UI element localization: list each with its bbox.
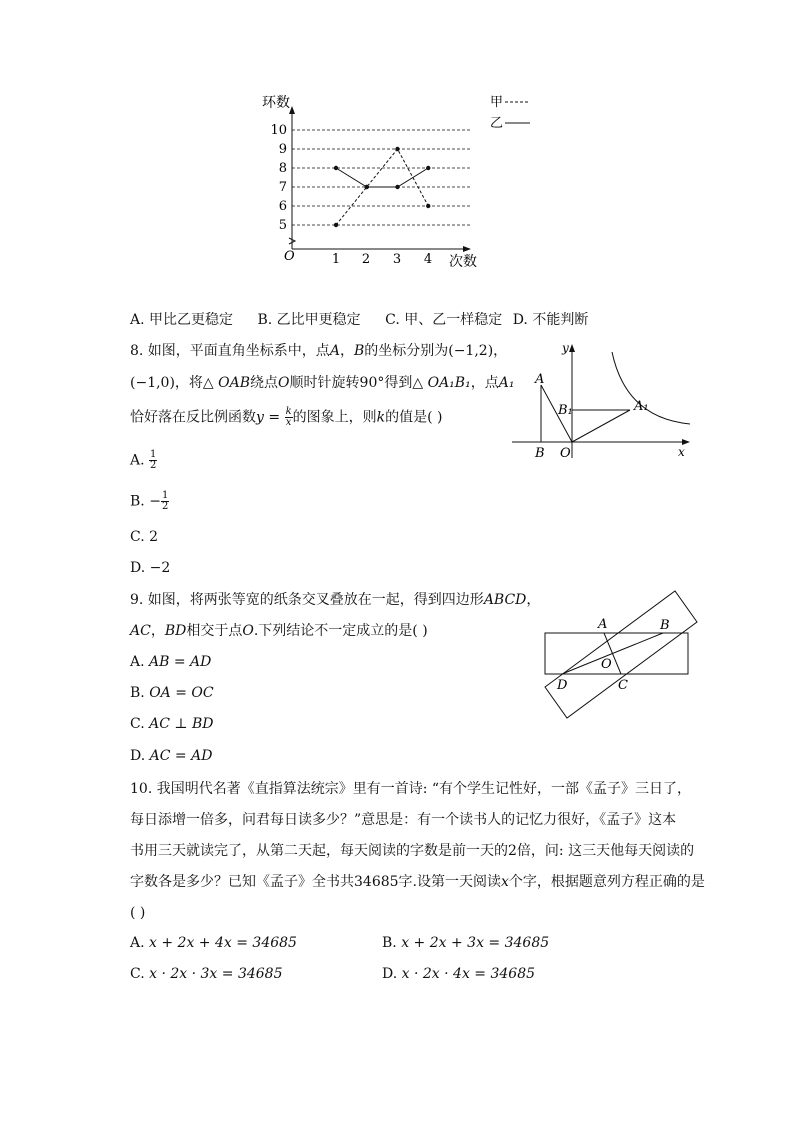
q9-text: .下列结论不一定成立的是( ) <box>253 623 428 639</box>
q9-text: 相交于点 <box>186 623 243 639</box>
q9-fig-label-c: C <box>618 678 628 693</box>
y-axis-label: 环数 <box>262 95 290 111</box>
q9-option-c-text: AC ⊥ BD <box>149 716 214 732</box>
q10-text: 个字，根据题意列方程正确的是 <box>508 874 705 890</box>
q9-option-b-label: B. <box>130 685 150 701</box>
q9-option-d[interactable] <box>130 746 212 766</box>
frac-num: 1 <box>161 490 169 501</box>
q9-option-b-text: OA = OC <box>149 685 214 701</box>
line-chart <box>250 88 550 278</box>
y-tick-labels <box>270 123 287 233</box>
q8-point-a: A <box>329 343 340 359</box>
series-line-yi <box>336 168 428 187</box>
q8-triangle-oa1b1: OA₁B₁ <box>427 375 471 391</box>
q8-line3 <box>130 407 442 428</box>
q10-line3: 书用三天就读完了，从第二天起，每天阅读的字数是前一天的2倍，问: 这三天他每天阅读的 <box>130 843 695 859</box>
q7-option-c[interactable]: C. 甲、乙一样稳定 <box>385 312 503 328</box>
q10-line5: ( ) <box>130 905 146 921</box>
q9-line1 <box>130 590 540 610</box>
q7-option-d[interactable]: D. 不能判断 <box>512 312 589 328</box>
q9-option-a-text: AB = AD <box>149 654 212 670</box>
data-point <box>426 204 430 208</box>
q10-option-b-label: B. <box>382 935 402 951</box>
q8-triangle-oab: OAB <box>218 375 251 391</box>
q10-option-b[interactable] <box>382 933 549 953</box>
x-tick-label: 2 <box>361 252 371 267</box>
q8-option-b-label: B. <box>130 493 150 510</box>
q10-var-x: x <box>501 874 509 890</box>
q10-option-a-text: x + 2x + 4x = 34685 <box>149 935 297 951</box>
q8-coord-b: (−1,0) <box>130 375 175 391</box>
data-point <box>365 185 369 189</box>
q9-text: ， <box>526 592 541 608</box>
q8-coord-a: (−1,2) <box>448 343 494 359</box>
q10-option-a[interactable] <box>130 933 297 953</box>
data-point <box>395 147 399 151</box>
q8-text: 顺时针旋转90°得到 <box>289 375 413 391</box>
q10-option-d[interactable] <box>382 964 535 984</box>
q8-fig-label-y: y <box>562 341 569 355</box>
legend-yi-label: 乙 <box>490 116 504 131</box>
q8-func-x: x <box>285 417 292 428</box>
q8-text: ，点 <box>470 375 499 391</box>
q9-option-d-text: AC = AD <box>149 748 213 764</box>
q8-fig-label-o: O <box>560 446 571 461</box>
q8-option-d[interactable]: D. −2 <box>130 560 171 576</box>
q9-tilted-strip <box>545 591 697 718</box>
q8-point-a1: A₁ <box>498 375 515 391</box>
q9-ac: AC <box>130 623 151 639</box>
x-tick-labels <box>332 252 432 267</box>
q9-option-d-label: D. <box>130 748 150 764</box>
frac-num: 1 <box>150 449 157 460</box>
q8-option-b[interactable] <box>130 491 169 512</box>
q8-option-a-label: A. <box>130 452 150 469</box>
origin-label: O <box>284 249 295 264</box>
q9-line2 <box>130 621 428 641</box>
x-tick-label: 3 <box>392 252 402 267</box>
x-tick-label: 4 <box>423 252 433 267</box>
frac-den: 2 <box>150 460 157 471</box>
x-axis-arrow <box>463 246 471 252</box>
q9-fig-label-a: A <box>598 617 608 632</box>
q10-line4 <box>130 872 705 892</box>
q8-line2 <box>130 373 514 393</box>
data-point <box>334 166 338 170</box>
y-tick-label: 6 <box>278 199 287 214</box>
q8-k: k <box>376 409 386 426</box>
q9-bd: BD <box>164 623 187 639</box>
minus-sign: − <box>149 493 161 510</box>
triangle-symbol: △ <box>202 375 214 391</box>
gridlines <box>292 130 470 225</box>
q10-option-d-text: x · 2x · 4x = 34685 <box>401 966 536 982</box>
q9-fig-label-o: O <box>601 657 612 672</box>
y-tick-label: 10 <box>270 123 287 138</box>
q8-text: ，将 <box>174 375 203 391</box>
q8-fig-label-b1: B₁ <box>558 403 573 418</box>
q7-option-a[interactable]: A. 甲比乙更稳定 <box>130 312 234 328</box>
q8-text: 恰好落在反比例函数 <box>130 409 256 426</box>
q8-figure <box>508 338 698 464</box>
q9-diagonal-bd <box>562 633 663 674</box>
q8-fig-label-a1: A₁ <box>634 399 649 414</box>
q8-text: 的图象上，则 <box>292 409 377 426</box>
q9-fig-label-d: D <box>557 678 568 693</box>
y-tick-label: 8 <box>278 161 287 176</box>
q8-y-arrow <box>569 344 575 352</box>
q8-func-eq: = <box>263 409 285 426</box>
q9-option-c[interactable] <box>130 714 214 734</box>
q8-func-fraction <box>285 407 293 428</box>
q7-options <box>130 310 588 330</box>
q8-point-o: O <box>278 375 290 391</box>
frac-den: 2 <box>161 501 169 512</box>
q8-point-b: B <box>353 343 365 359</box>
y-tick-label: 7 <box>278 180 287 195</box>
q9-point-o: O <box>242 623 254 639</box>
q9-text: 9. 如图，将两张等宽的纸条交叉叠放在一起，得到四边形 <box>130 592 484 608</box>
q8-option-a-fraction <box>149 450 157 471</box>
q8-text: 绕点 <box>250 375 279 391</box>
q9-option-a[interactable] <box>130 652 211 672</box>
q7-option-b[interactable]: B. 乙比甲更稳定 <box>257 312 361 328</box>
q8-option-c[interactable]: C. 2 <box>130 529 159 545</box>
legend-jia-label: 甲 <box>490 95 504 110</box>
q8-fig-label-a: A <box>535 372 545 387</box>
data-point <box>426 166 430 170</box>
q10-line1: 10. 我国明代名著《直指算法统宗》里有一首诗: “有个学生记性好，一部《孟子》三日了， <box>130 781 692 797</box>
q8-text: 8. 如图，平面直角坐标系中，点 <box>130 343 330 359</box>
q8-segment-oa1 <box>572 410 630 442</box>
q10-option-c-text: x · 2x · 3x = 34685 <box>149 966 283 982</box>
q10-option-d-label: D. <box>382 966 402 982</box>
q10-text: 字数各是多少？已知《孟子》全书共34685字.设第一天阅读 <box>130 874 501 890</box>
y-tick-label: 9 <box>278 142 287 157</box>
q10-line2: 每日添增一倍多，问君每日读多少？”意思是：有一个读书人的记忆力很好，《孟子》这本 <box>130 812 677 828</box>
q10-option-c-label: C. <box>130 966 150 982</box>
q9-option-c-label: C. <box>130 716 150 732</box>
q8-option-b-fraction <box>161 491 169 512</box>
q8-line1: 8. 如图，平面直角坐标系中，点A，B的坐标分别为(−1,2)， <box>130 343 508 359</box>
data-point <box>395 185 399 189</box>
q10-option-a-label: A. <box>130 935 150 951</box>
q10-option-c[interactable] <box>130 964 283 984</box>
q8-func-k: k <box>285 406 292 417</box>
q8-fig-label-x: x <box>678 445 685 459</box>
triangle-symbol: △ <box>412 375 424 391</box>
q8-func-y: y <box>256 409 264 426</box>
data-point <box>334 223 338 227</box>
q8-fig-label-b: B <box>535 446 545 461</box>
q9-text: ， <box>150 623 165 639</box>
q9-quad: ABCD <box>483 592 527 608</box>
q9-option-a-label: A. <box>130 654 150 670</box>
y-tick-label: 5 <box>278 218 287 233</box>
q9-horizontal-strip <box>545 633 688 674</box>
q8-text: 的坐标分别为 <box>364 343 449 359</box>
q9-fig-label-b: B <box>660 618 670 633</box>
q9-option-b[interactable] <box>130 683 214 703</box>
x-tick-label: 1 <box>331 252 341 267</box>
q10-option-b-text: x + 2x + 3x = 34685 <box>401 935 550 951</box>
q9-figure <box>540 586 698 722</box>
q8-option-a[interactable] <box>130 450 157 471</box>
q8-text: 的值是( ) <box>385 409 443 426</box>
x-axis-label: 次数 <box>449 254 477 270</box>
